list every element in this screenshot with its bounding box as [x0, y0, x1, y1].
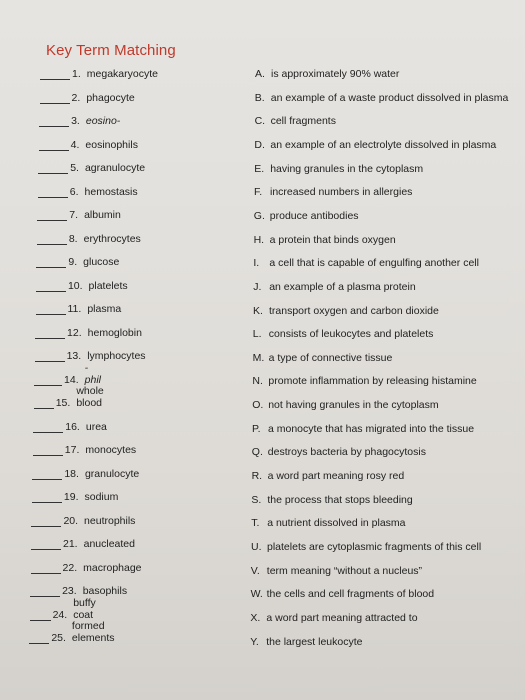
definition-text: a word part meaning attracted to	[266, 611, 418, 624]
term-row	[37, 227, 141, 245]
definition-row	[253, 346, 393, 364]
term-label: -phil	[84, 361, 101, 386]
answer-blank[interactable]	[35, 349, 65, 362]
definition-letter: N.	[252, 375, 263, 388]
term-row	[30, 579, 127, 597]
term-row	[39, 133, 138, 151]
term-number: 22.	[62, 561, 78, 574]
definition-row	[251, 582, 435, 600]
definition-row	[251, 535, 481, 553]
term-row	[36, 297, 122, 315]
term-label: megakaryocyte	[86, 68, 158, 80]
term-number: 23.	[62, 585, 77, 597]
term-number: 19.	[63, 491, 79, 503]
term-row	[29, 620, 124, 644]
definition-letter: L.	[252, 328, 262, 341]
definition-text: a word part meaning rosy red	[267, 470, 405, 483]
term-number: 11.	[67, 303, 82, 315]
answer-blank[interactable]	[31, 514, 61, 527]
definition-letter: Y.	[250, 635, 259, 648]
term-row	[33, 415, 107, 433]
definition-text: destroys bacteria by phagocytosis	[267, 446, 426, 459]
definition-text: a monocyte that has migrated into the tissue	[268, 422, 475, 435]
term-number: 14.	[64, 373, 79, 386]
definition-row	[253, 275, 416, 293]
term-label: whole blood	[76, 385, 104, 409]
term-label: basophils	[82, 585, 128, 597]
term-row	[33, 438, 136, 456]
answer-blank[interactable]	[39, 114, 69, 127]
term-row	[31, 556, 142, 574]
term-label: eosino-	[85, 115, 121, 127]
term-label: formed elements	[71, 620, 115, 644]
definition-text: a protein that binds oxygen	[269, 233, 396, 246]
definition-text: having granules in the cytoplasm	[270, 162, 424, 175]
answer-blank[interactable]	[29, 631, 49, 644]
term-row	[32, 485, 118, 503]
term-row	[36, 250, 119, 268]
term-label: hemostasis	[84, 185, 138, 198]
answer-blank[interactable]	[31, 537, 61, 550]
definition-text: a nutrient dissolved in plasma	[267, 517, 406, 530]
definition-text: increased numbers in allergies	[270, 186, 413, 199]
answer-blank[interactable]	[36, 255, 66, 268]
term-number: 3.	[71, 115, 80, 127]
definition-text: the largest leukocyte	[266, 635, 363, 648]
term-number: 4.	[70, 138, 80, 151]
term-row	[38, 180, 138, 198]
term-label: erythrocytes	[83, 232, 141, 245]
answer-blank[interactable]	[32, 490, 62, 503]
term-label: hemoglobin	[87, 326, 142, 339]
definition-text: transport oxygen and carbon dioxide	[269, 304, 439, 317]
definition-row	[250, 630, 362, 648]
definition-text: an example of an electrolyte dissolved in plasma	[270, 138, 497, 151]
term-number: 10.	[67, 279, 83, 292]
term-row	[40, 62, 158, 80]
answer-blank[interactable]	[33, 443, 63, 456]
definition-row	[254, 133, 496, 151]
answer-blank[interactable]	[37, 232, 67, 245]
definition-row	[253, 251, 479, 269]
definition-letter: J.	[253, 280, 262, 293]
definition-row	[254, 180, 412, 198]
definition-letter: F.	[254, 186, 263, 199]
term-label: urea	[85, 420, 107, 433]
definition-text: not having granules in the cytoplasm	[268, 399, 439, 412]
definition-text: promote inflammation by releasing histamine	[268, 375, 477, 388]
definition-text: an example of a plasma protein	[269, 280, 416, 293]
term-number: 25.	[51, 632, 66, 644]
definition-text: a type of connective tissue	[268, 351, 393, 364]
answer-blank[interactable]	[38, 161, 68, 174]
definition-row	[251, 488, 412, 506]
definition-letter: S.	[251, 493, 262, 506]
term-number: 16.	[65, 420, 80, 433]
term-label: glucose	[83, 256, 120, 268]
definition-row	[255, 86, 509, 104]
term-label: phagocyte	[86, 91, 135, 104]
answer-blank[interactable]	[34, 396, 54, 409]
definition-letter: M.	[252, 351, 265, 364]
term-label: buffy coat	[73, 596, 96, 621]
definition-text: an example of a waste product dissolved in plasma	[270, 91, 509, 104]
term-number: 17.	[64, 444, 80, 456]
term-number: 13.	[66, 350, 82, 362]
answer-blank[interactable]	[40, 67, 70, 80]
definition-letter: G.	[253, 209, 265, 222]
definition-letter: O.	[252, 399, 264, 412]
definition-letter: R.	[251, 470, 263, 483]
term-number: 6.	[69, 185, 79, 198]
definition-letter: D.	[254, 138, 265, 151]
term-row	[34, 385, 114, 409]
definition-row	[254, 228, 396, 246]
definition-row	[252, 393, 438, 411]
definition-text: platelets are cytoplasmic fragments of this cell	[267, 541, 482, 553]
answer-blank[interactable]	[32, 467, 62, 480]
answer-blank[interactable]	[34, 373, 62, 386]
definition-row	[255, 62, 399, 80]
definition-row	[254, 204, 359, 222]
definition-row	[251, 559, 422, 577]
term-label: monocytes	[85, 444, 137, 456]
term-row	[35, 321, 142, 339]
definition-text: produce antibodies	[269, 209, 359, 222]
definition-letter: E.	[254, 162, 265, 175]
definition-text: a cell that is capable of engulfing another cell	[269, 257, 479, 270]
definition-text: consists of leukocytes and platelets	[268, 328, 434, 341]
definition-letter: U.	[251, 541, 262, 553]
definition-letter: P.	[252, 422, 261, 435]
definition-letter: V.	[250, 564, 260, 577]
term-label: lymphocytes	[87, 350, 146, 362]
term-row	[39, 109, 120, 127]
answer-blank[interactable]	[31, 561, 61, 574]
definition-letter: H.	[253, 233, 265, 246]
term-label: granulocyte	[84, 467, 140, 480]
answer-blank[interactable]	[39, 138, 69, 151]
definition-text: term meaning “without a nucleus”	[266, 564, 423, 577]
term-row	[40, 86, 135, 104]
definition-row	[255, 109, 336, 127]
term-row	[32, 462, 139, 480]
definition-row	[252, 440, 426, 458]
definition-row	[254, 157, 423, 175]
term-row	[37, 203, 121, 221]
definition-row	[252, 417, 474, 435]
definition-row	[253, 322, 434, 340]
term-number: 1.	[72, 68, 81, 80]
term-number: 2.	[71, 91, 81, 104]
term-label: anucleated	[83, 538, 135, 550]
term-label: albumin	[84, 209, 121, 221]
definition-letter: Q.	[251, 446, 263, 459]
term-row	[31, 532, 135, 550]
term-label: platelets	[88, 279, 128, 292]
answer-blank[interactable]	[30, 608, 51, 621]
definition-text: the cells and cell fragments of blood	[266, 588, 435, 601]
term-label: sodium	[84, 491, 119, 503]
answer-blank[interactable]	[33, 420, 63, 433]
definition-letter: K.	[253, 304, 263, 317]
term-number: 15.	[55, 397, 71, 409]
term-row	[36, 274, 128, 292]
term-number: 18.	[64, 467, 79, 480]
definition-letter: B.	[254, 91, 265, 104]
term-row	[31, 509, 135, 527]
definition-row	[253, 299, 439, 317]
term-number: 9.	[68, 256, 78, 268]
page-title: Key Term Matching	[46, 42, 176, 59]
term-number: 21.	[63, 538, 78, 550]
term-row	[38, 156, 145, 174]
term-label: macrophage	[83, 561, 142, 574]
term-row	[35, 344, 146, 362]
term-row	[34, 361, 103, 386]
term-label: neutrophils	[84, 514, 136, 527]
definition-letter: X.	[250, 611, 261, 624]
definition-row	[250, 606, 417, 624]
answer-blank[interactable]	[30, 584, 60, 597]
answer-blank[interactable]	[38, 185, 68, 198]
definition-row	[252, 464, 405, 482]
term-number: 8.	[68, 232, 78, 245]
definition-row	[251, 511, 405, 529]
term-number: 20.	[63, 514, 79, 527]
definition-letter: I.	[253, 257, 260, 270]
answer-blank[interactable]	[36, 279, 66, 292]
term-number: 5.	[70, 162, 79, 174]
answer-blank[interactable]	[37, 208, 67, 221]
definition-text: is approximately 90% water	[271, 68, 400, 80]
definition-row	[252, 369, 476, 387]
term-label: agranulocyte	[84, 162, 146, 174]
term-number: 12.	[67, 326, 82, 339]
definition-text: cell fragments	[270, 115, 336, 128]
definition-letter: C.	[254, 115, 266, 128]
term-label: plasma	[87, 303, 122, 315]
answer-blank[interactable]	[35, 326, 65, 339]
term-row	[30, 596, 105, 621]
definition-letter: T.	[251, 517, 260, 530]
definition-letter: W.	[250, 588, 263, 601]
term-label: eosinophils	[85, 138, 138, 151]
definition-text: the process that stops bleeding	[267, 493, 413, 506]
term-number: 7.	[69, 209, 79, 221]
definition-letter: A.	[255, 68, 265, 80]
answer-blank[interactable]	[40, 91, 70, 104]
term-number: 24.	[52, 608, 68, 621]
answer-blank[interactable]	[36, 302, 66, 315]
